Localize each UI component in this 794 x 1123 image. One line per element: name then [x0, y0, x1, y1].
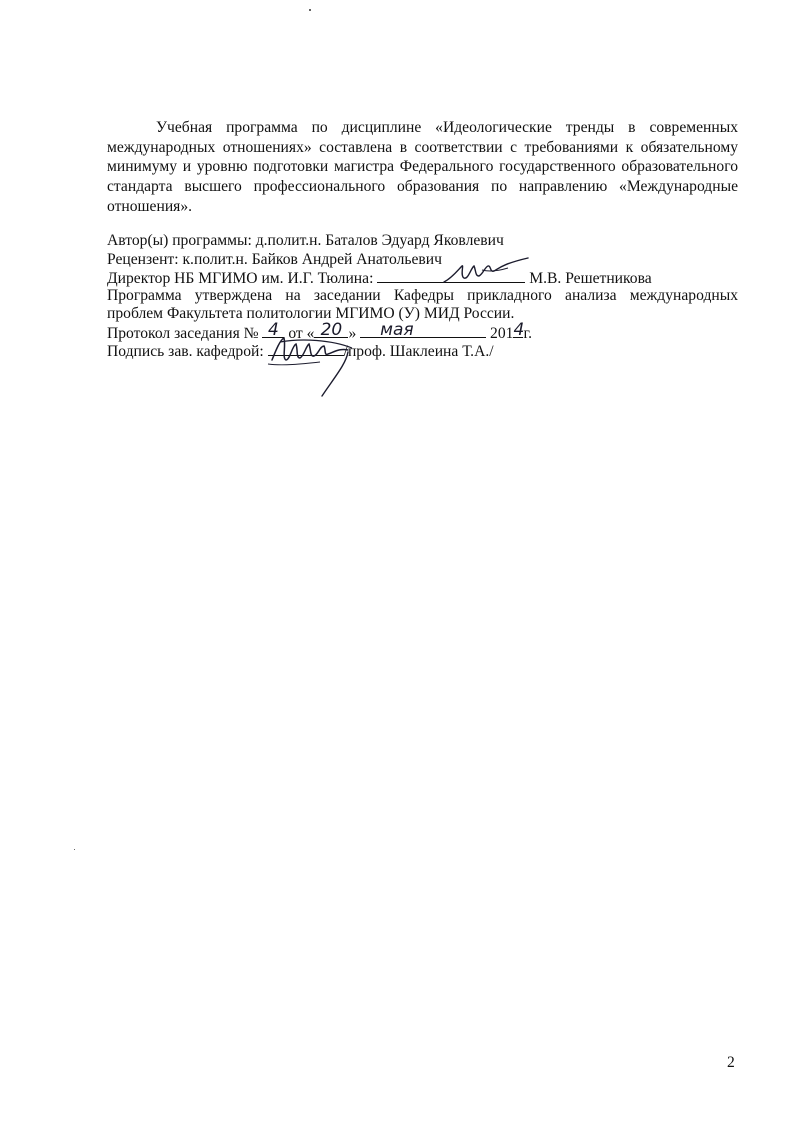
author-line: Автор(ы) программы: д.полит.н. Баталов Эдуард Яковлевич	[107, 232, 504, 249]
protocol-year-digit: 4	[513, 320, 525, 340]
approval-line-1: Программа утверждена на заседании Кафедры прикладного анализа международных	[107, 287, 738, 304]
protocol-year-field	[513, 320, 525, 340]
approval-line-2: проблем Факультета политологии МГИМО (У) МИД России.	[107, 305, 515, 322]
protocol-number: 4	[268, 320, 279, 340]
intro-paragraph: Учебная программа по дисциплине «Идеологические тренды в современных международных отношениях» составлена в соответствии с требованиями к обязательному минимуму и уровню подготовки магистра Федерального государственного образовательного стандарта высшего профессионального образования по направлению «Международные отношения».	[107, 119, 738, 215]
protocol-month: мая	[380, 320, 414, 340]
scan-speck	[74, 849, 75, 850]
head-signature-label: Подпись зав. кафедрой:	[107, 343, 264, 360]
head-signature	[262, 330, 372, 405]
director-signature	[438, 252, 538, 292]
protocol-close-quote: »	[348, 325, 357, 342]
head-name: /проф. Шаклеина Т.А./	[343, 343, 494, 360]
scan-speck	[309, 9, 311, 11]
protocol-year-suffix: г.	[523, 325, 532, 342]
director-line	[107, 268, 652, 288]
director-name: М.В. Решетникова	[529, 270, 652, 287]
protocol-from-label: от «	[288, 325, 315, 342]
page-number: 2	[727, 1054, 735, 1071]
protocol-label: Протокол заседания №	[107, 325, 259, 342]
director-label: Директор НБ МГИМО им. И.Г. Тюлина:	[107, 270, 374, 287]
protocol-day: 20	[320, 320, 343, 340]
reviewer-line: Рецензент: к.полит.н. Байков Андрей Анатольевич	[107, 251, 442, 268]
protocol-month-field	[360, 320, 486, 340]
protocol-year-prefix: 201	[490, 325, 514, 342]
